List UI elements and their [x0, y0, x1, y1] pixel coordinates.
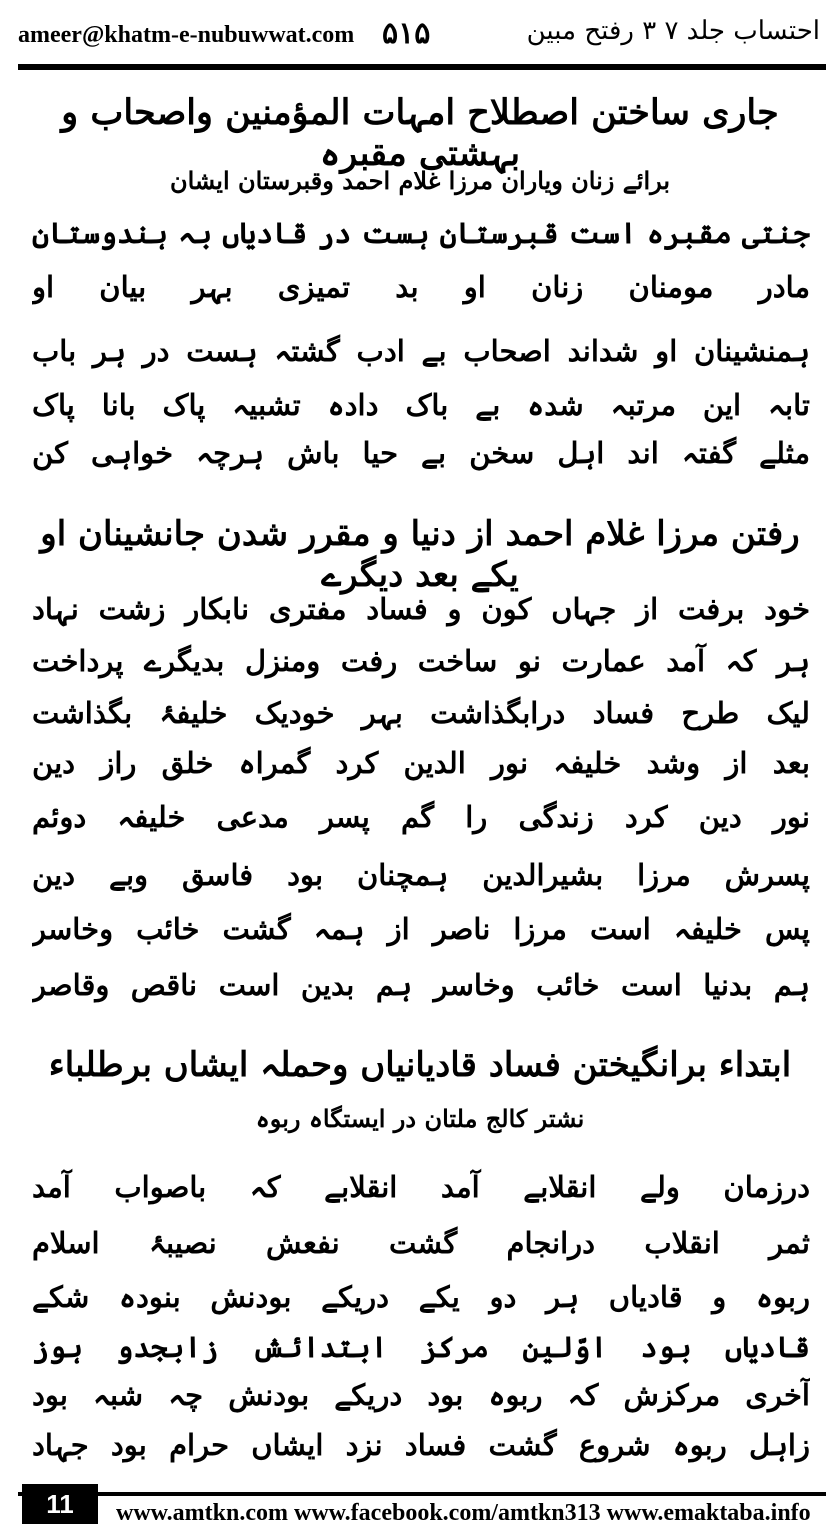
verse-line: خود برفت از جہاں کون و فساد مفتری نابکار زشت نہاد	[32, 592, 810, 626]
footer-page-number: 11	[22, 1484, 98, 1524]
verse-line: جنتی مقبرہ است قبرستان ہست در قادیاں بہ ہندوستان	[32, 216, 810, 250]
verse-line: ربوہ و قادیاں ہر دو یکے دریکے بودنش بنودہ شکے	[32, 1280, 810, 1314]
verse-line: درزمان ولے انقلابے آمد انقلابے کہ باصواب آمد	[32, 1170, 810, 1204]
verse-line: ثمر انقلاب درانجام گشت نفعش نصیبۂ اسلام	[32, 1226, 810, 1260]
verse-line: قادیاں بود اوّلین مرکز ابتدائش زابجدو ہوز	[32, 1330, 810, 1364]
section-title-3: ابتداء برانگیختن فساد قادیانیاں وحملہ ایشاں برطلباء	[48, 1045, 792, 1085]
verse-line: زاہل ربوہ شروع گشت فساد نزد ایشاں حرام بود جہاد	[32, 1428, 810, 1462]
verse-line: نور دین کرد زندگی را گم پسر مدعی خلیفہ دوئم	[32, 800, 810, 834]
verse-line: ہر کہ آمد عمارت نو ساخت رفت ومنزل بدیگرے پرداخت	[32, 644, 810, 678]
verse-line: ہم بدنیا است خائب وخاسر ہم بدین است ناقص وقاصر	[32, 968, 810, 1002]
verse-line: بعد از وشد خلیفہ نور الدین کرد گمراہ خلق راز دین	[32, 746, 810, 780]
verse-line: ہمنشینان او شداند اصحاب بے ادب گشتہ ہست در ہر باب	[32, 334, 810, 368]
page-header	[0, 0, 840, 68]
verse-line: تابہ این مرتبہ شدہ بے باک دادہ تشبیہ پاک بانا پاک	[32, 388, 810, 422]
header-page-number: ۵۱۵	[382, 16, 431, 51]
section-subtitle-3: نشتر کالج ملتان در ایستگاہ ربوہ	[255, 1104, 585, 1133]
footer-website-links[interactable]: www.amtkn.com www.facebook.com/amtkn313 www.emaktaba.info	[116, 1500, 811, 1526]
section-title-2: رفتن مرزا غلام احمد از دنیا و مقرر شدن جانشینان او یکے بعد دیگرے	[40, 514, 800, 595]
header-email: ameer@khatm-e-nubuwwat.com	[18, 22, 355, 48]
running-title: احتساب جلد ۷ ۳ رفتح مبین	[526, 16, 820, 46]
verse-line: لیک طرح فساد درابگذاشت بہر خودیک خلیفۂ بگذاشت	[32, 696, 810, 730]
verse-line: پس خلیفہ است مرزا ناصر از ہمہ گشت خائب وخاسر	[32, 912, 810, 946]
section-title-1: جاری ساختن اصطلاح امہات المؤمنین واصحاب و بہشتی مقبرہ	[61, 92, 779, 174]
verse-line: آخری مرکزش کہ ربوہ بود دریکے بودنش چہ شبہ بود	[32, 1378, 810, 1412]
footer-rule	[18, 1492, 826, 1496]
header-rule	[18, 64, 826, 70]
section-subtitle-1: برائے زنان ویاران مرزا غلام احمد وقبرستان ایشان	[169, 166, 671, 195]
verse-line: مادر مومنان زنان او بد تمیزی بہر بیان او	[32, 270, 810, 304]
verse-line: مثلے گفتہ اند اہل سخن بے حیا باش ہرچہ خواہی کن	[32, 436, 810, 470]
verse-line: پسرش مرزا بشیرالدین ہمچنان بود فاسق وبے دین	[32, 858, 810, 892]
